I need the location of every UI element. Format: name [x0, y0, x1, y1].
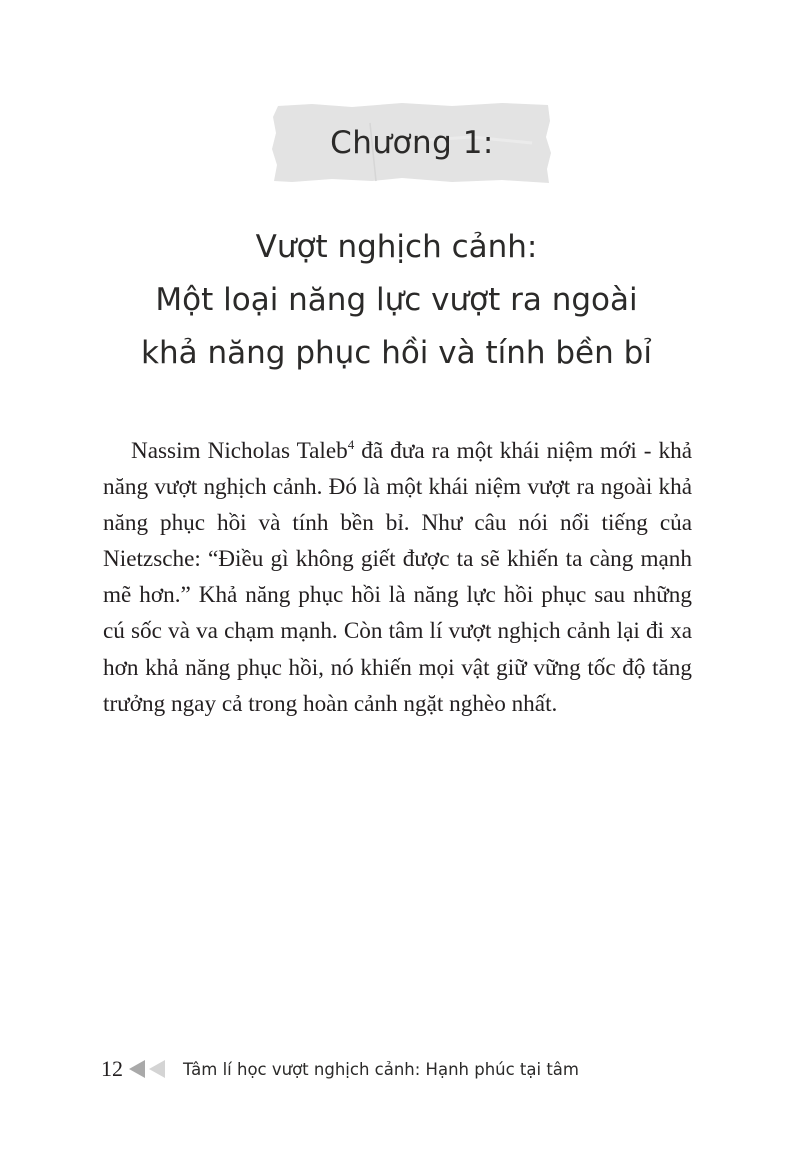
double-left-arrow-icon — [129, 1060, 169, 1078]
chapter-title — [0, 221, 793, 380]
page-number: 12 — [101, 1056, 123, 1081]
footnote-ref[interactable]: 4 — [347, 437, 355, 452]
body-paragraph — [103, 433, 692, 722]
running-book-title: Tâm lí học vượt nghịch cảnh: Hạnh phúc tại tâm — [183, 1059, 579, 1079]
left-arrow-icon — [129, 1060, 145, 1078]
chapter-title-line: Một loại năng lực vượt ra ngoài — [155, 282, 638, 318]
author-name: Nassim Nicholas Taleb — [131, 438, 348, 464]
page-footer — [101, 1053, 579, 1085]
paragraph-text: đã đưa ra một khái niệm mới - khả năng vượt nghịch cảnh. Đó là một khái niệm vượt ra ngoài khả năng phục hồi và tính bền bỉ. Như câu nói nổi tiếng của Nietzsche: “Điều gì không giết được ta sẽ khiến ta càng mạnh mẽ hơn.” Khả năng phục hồi là năng lực hồi phục sau những cú sốc và va chạm mạnh. Còn tâm lí vượt nghịch cảnh lại đi xa hơn khả năng phục hồi, nó khiến mọi vật giữ vững tốc độ tăng trưởng ngay cả trong hoàn cảnh ngặt nghèo nhất. — [103, 438, 693, 717]
left-arrow-icon — [149, 1060, 165, 1078]
chapter-title-line: Vượt nghịch cảnh: — [255, 229, 538, 265]
chapter-title-line: khả năng phục hồi và tính bền bỉ — [141, 335, 652, 371]
chapter-label: Chương 1: — [330, 125, 494, 161]
